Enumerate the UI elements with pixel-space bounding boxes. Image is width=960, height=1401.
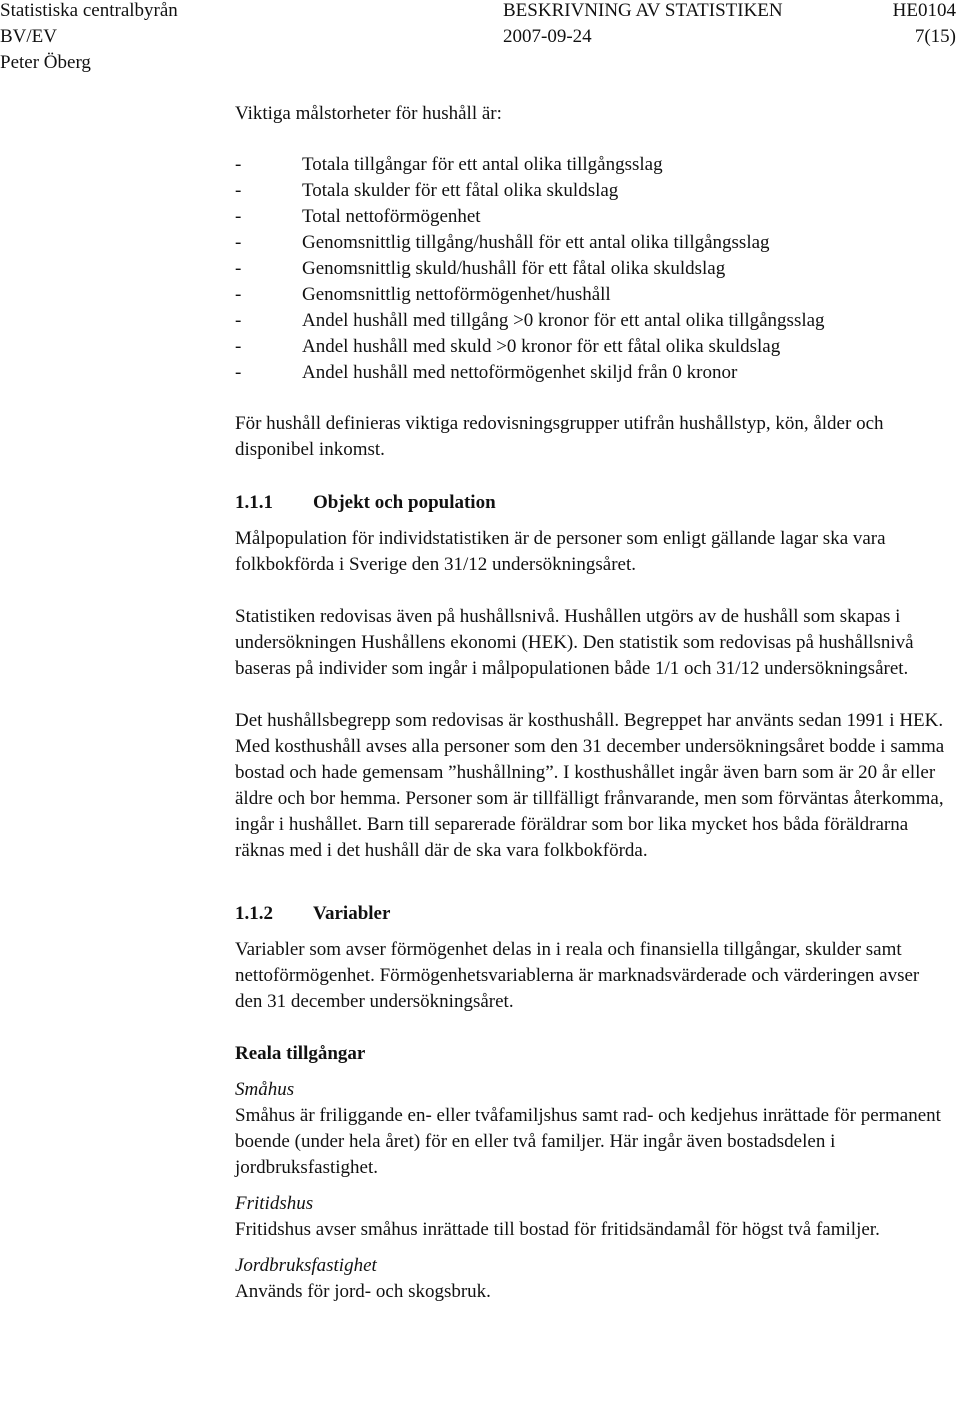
term-block-fritidshus: [235, 1191, 950, 1243]
header-page-number: 7(15): [914, 26, 956, 47]
header-author: Peter Öberg: [0, 52, 91, 73]
paragraph: Målpopulation för individstatistiken är de personer som enligt gällande lagar ska vara folkbokförda i Sverige den 31/12 undersökningsåret.: [235, 528, 886, 575]
term-title: Fritidshus: [235, 1193, 314, 1214]
header-organization: Statistiska centralbyrån: [0, 0, 178, 21]
header-document-title: BESKRIVNING AV STATISTIKEN: [503, 0, 783, 21]
section-title: Objekt och population: [313, 492, 496, 513]
list-item: - Genomsnittlig tillgång/hushåll för ett antal olika tillgångsslag: [235, 230, 950, 256]
header-middle: [503, 0, 783, 50]
dash-marker: -: [235, 180, 242, 201]
dash-marker: -: [235, 232, 242, 253]
term-description: Fritidshus avser småhus inrättade till bostad för fritidsändamål för högst två familjer.: [235, 1219, 880, 1240]
term-block-smahus: [235, 1077, 950, 1181]
list-item: - Genomsnittlig nettoförmögenhet/hushåll: [235, 282, 950, 308]
paragraph: Statistiken redovisas även på hushållsnivå. Hushållen utgörs av de hushåll som skapas i undersökningen Hushållens ekonomi (HEK). Den statistik som redovisas på hushållsnivå baseras på individer som ingår i målpopulationen både 1/1 och 31/12 undersökningsåret.: [235, 606, 914, 679]
term-description: Småhus är friliggande en- eller tvåfamiljshus samt rad- och kedjehus inrättade för permanent boende (under hela året) för en eller två familjer. Här ingår även bostadsdelen i jordbruksfastighet.: [235, 1105, 941, 1178]
term-block-jordbruksfastighet: [235, 1253, 950, 1305]
section-heading-variabler: [235, 901, 950, 927]
term-description: Används för jord- och skogsbruk.: [235, 1281, 491, 1302]
subheading-reala-tillgangar: Reala tillgångar: [235, 1043, 366, 1064]
dash-marker: -: [235, 284, 242, 305]
section-title: Variabler: [313, 903, 391, 924]
list-item: - Total nettoförmögenhet: [235, 204, 950, 230]
header-right: [893, 0, 956, 50]
dash-marker: -: [235, 362, 242, 383]
term-title: Jordbruksfastighet: [235, 1255, 377, 1276]
paragraph: Variabler som avser förmögenhet delas in i reala och finansiella tillgångar, skulder samt nettoförmögenhet. Förmögenhetsvariablerna är marknadsvärderade och värderingen avser den 31 december undersökningsåret.: [235, 939, 920, 1012]
header-document-code: HE0104: [892, 0, 956, 21]
page-header: [0, 0, 960, 80]
document-body: [235, 101, 950, 1315]
term-title: Småhus: [235, 1079, 295, 1100]
list-item: - Genomsnittlig skuld/hushåll för ett fåtal olika skuldslag: [235, 256, 950, 282]
dash-marker: -: [235, 310, 242, 331]
header-department: BV/EV: [0, 26, 57, 47]
dash-marker: -: [235, 336, 242, 357]
list-item: - Andel hushåll med tillgång >0 kronor för ett antal olika tillgångsslag: [235, 308, 950, 334]
section-number: 1.1.2: [235, 903, 273, 924]
dash-marker: -: [235, 206, 242, 227]
section-number: 1.1.1: [235, 492, 273, 513]
list-item: - Totala skulder för ett fåtal olika skuldslag: [235, 178, 950, 204]
list-item: - Andel hushåll med nettoförmögenhet skiljd från 0 kronor: [235, 360, 950, 386]
target-quantities-list: [235, 152, 950, 386]
list-item: - Andel hushåll med skuld >0 kronor för ett fåtal olika skuldslag: [235, 334, 950, 360]
paragraph: Det hushållsbegrepp som redovisas är kosthushåll. Begreppet har använts sedan 1991 i HEK. Med kosthushåll avses alla personer som den 31 december undersökningsåret bodde i samma bostad och hade gemensam ”hushållning”. I kosthushållet ingår även barn som är 20 år eller äldre och bor hemma. Personer som är tillfälligt frånvarande, men som förväntas återkomma, ingår i hushållet. Barn till separerade föräldrar som bor lika mycket hos båda föräldrarna räknas med i det hushåll där de ska vara folkbokförda.: [235, 710, 945, 861]
reporting-groups-paragraph: För hushåll definieras viktiga redovisningsgrupper utifrån hushållstyp, kön, ålder och disponibel inkomst.: [235, 413, 884, 460]
dash-marker: -: [235, 258, 242, 279]
section-heading-objekt: [235, 490, 950, 516]
intro-text: Viktiga målstorheter för hushåll är:: [235, 103, 502, 124]
header-left: [0, 0, 178, 76]
dash-marker: -: [235, 154, 242, 175]
header-date: 2007-09-24: [503, 26, 592, 47]
list-item: - Totala tillgångar för ett antal olika tillgångsslag: [235, 152, 950, 178]
